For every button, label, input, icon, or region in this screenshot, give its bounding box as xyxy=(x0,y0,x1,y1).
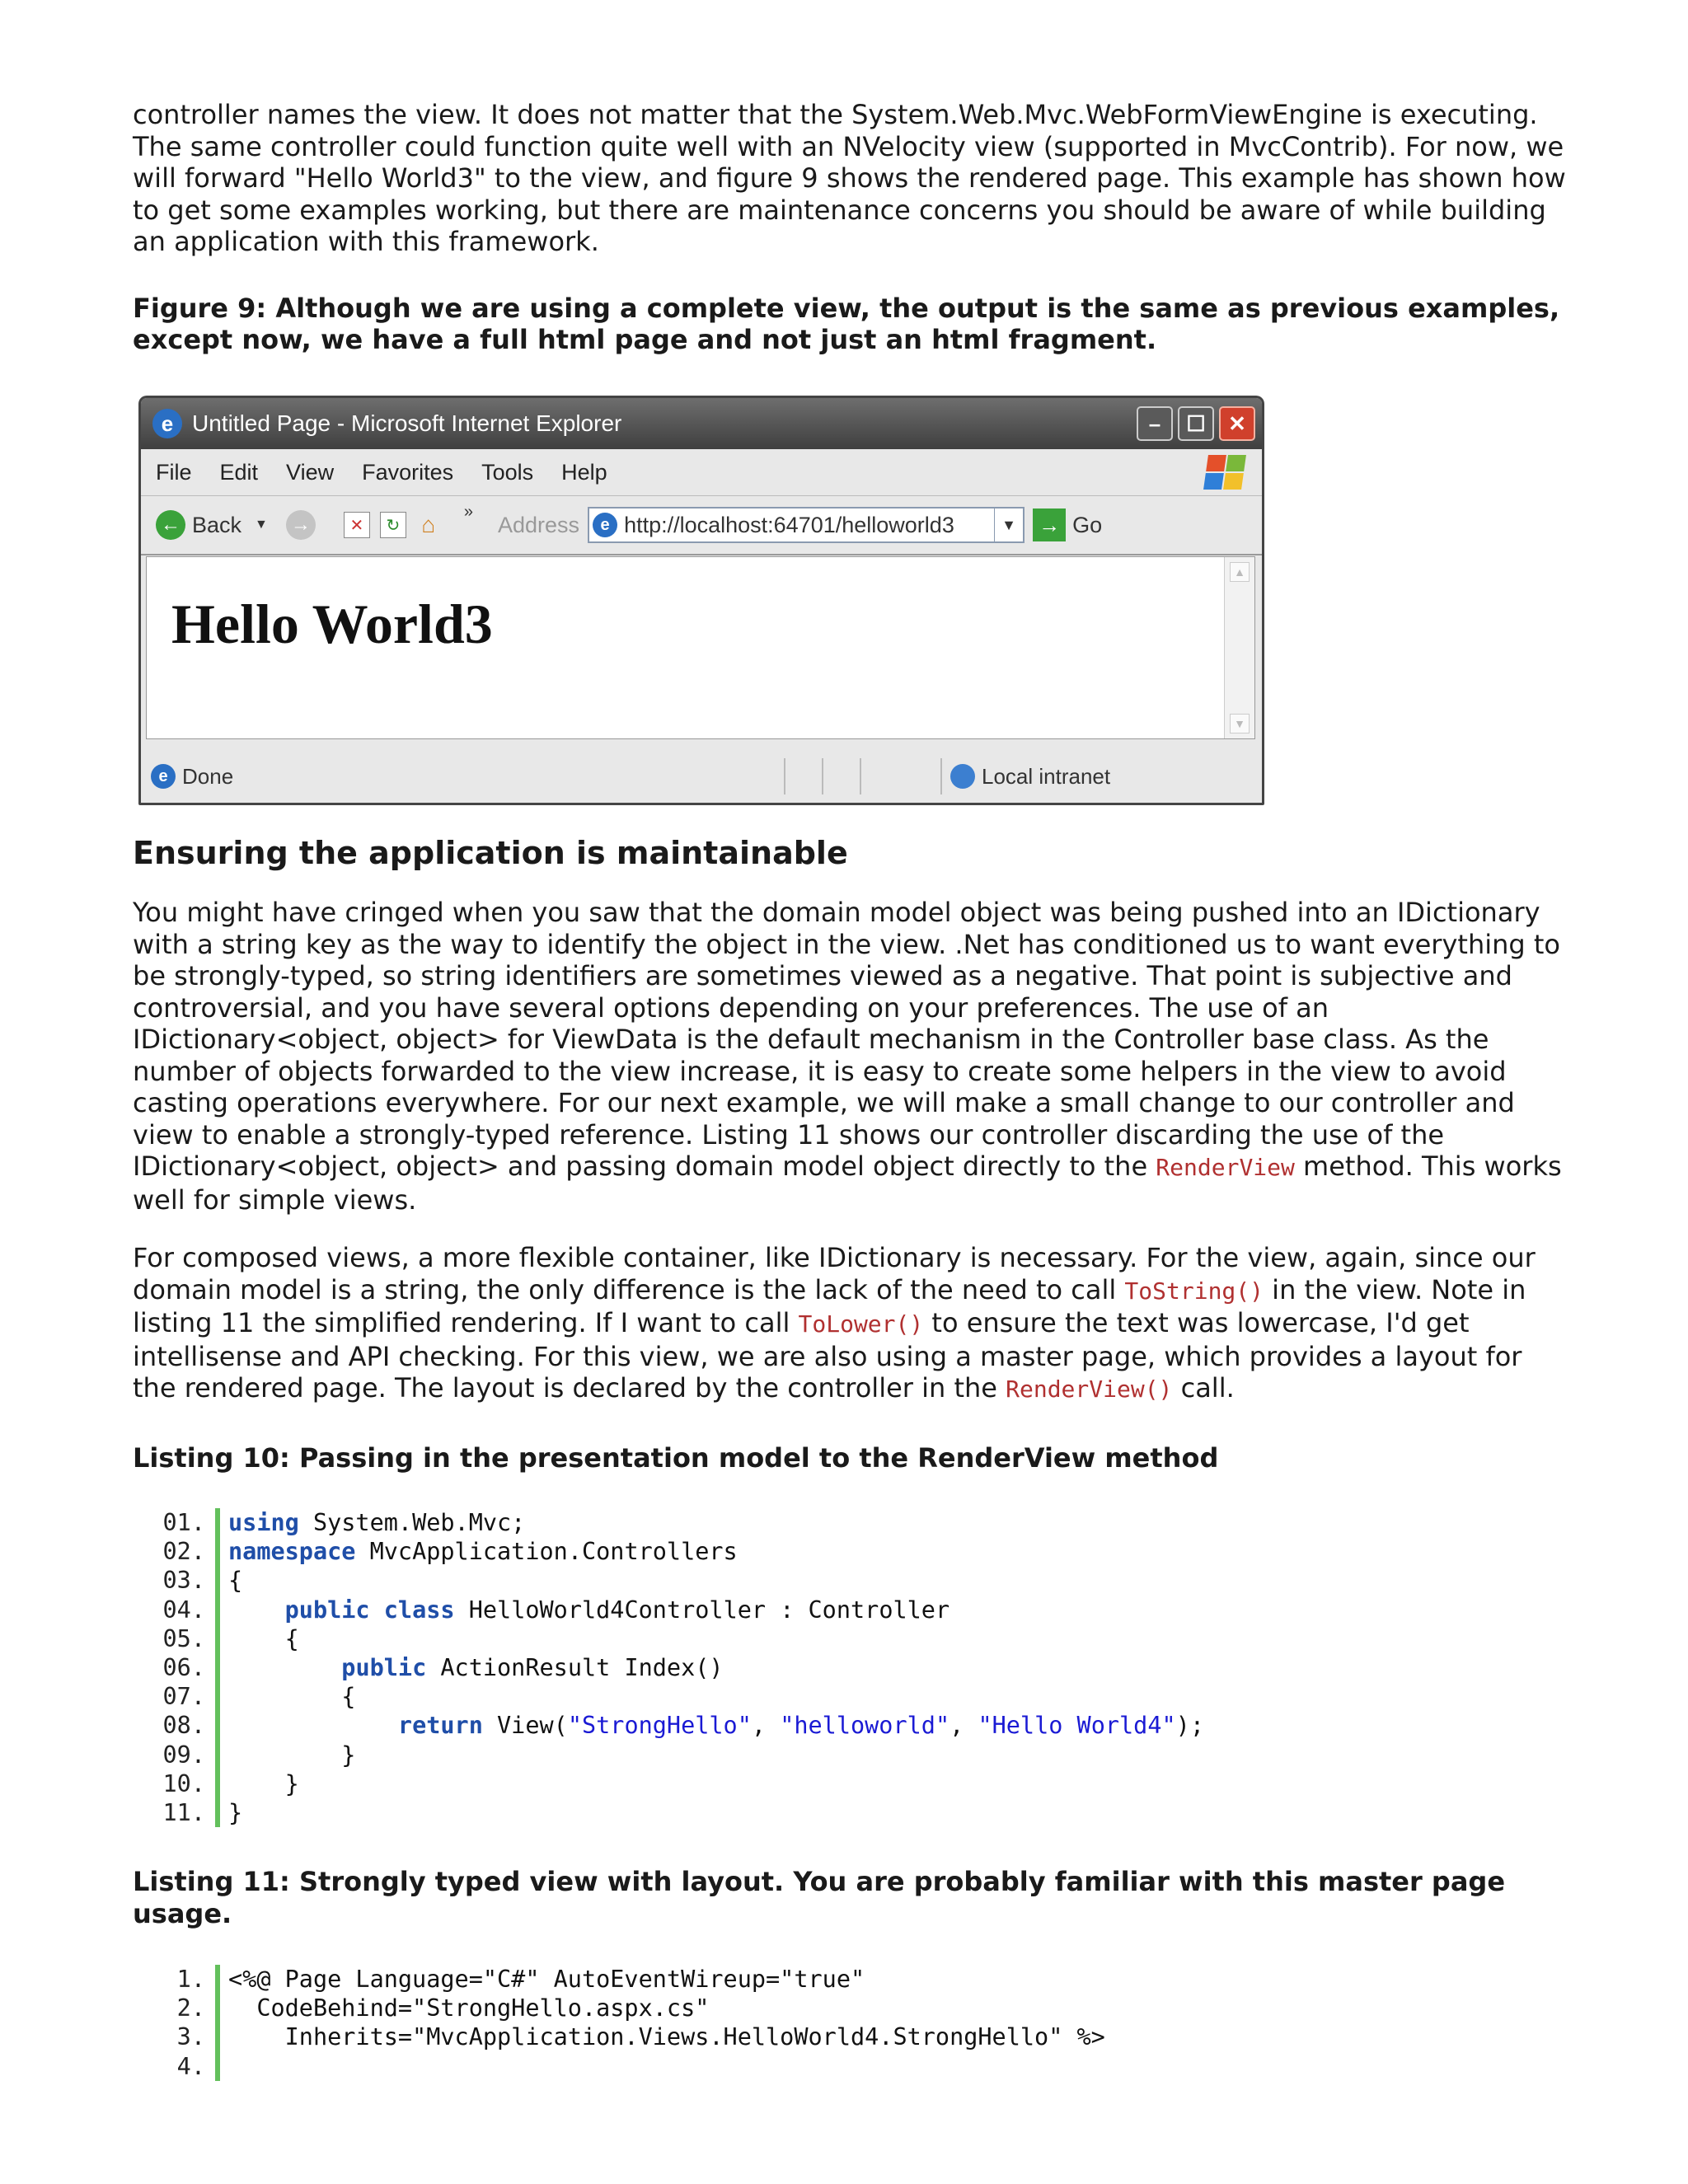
code-line xyxy=(133,1994,1105,2022)
go-button-label[interactable]: Go xyxy=(1072,512,1103,537)
zone-text: Local intranet xyxy=(982,763,1111,789)
line-number: 3. xyxy=(176,2023,205,2051)
code-text xyxy=(228,1682,355,1711)
line-gutter-bar xyxy=(215,1994,220,2022)
browser-content xyxy=(146,556,1255,739)
listing11-caption: Listing 11: Strongly typed view with layout. You are probably familiar with this master page usage. xyxy=(133,1866,1506,1929)
line-gutter-bar xyxy=(215,1741,220,1769)
inline-code-renderview-call: RenderView() xyxy=(1006,1376,1173,1403)
browser-titlebar xyxy=(141,398,1262,449)
line-number: 03. xyxy=(162,1567,205,1595)
refresh-icon[interactable]: ↻ xyxy=(380,512,406,538)
inline-code-tostring: ToString() xyxy=(1124,1277,1264,1305)
intro-paragraph: controller names the view. It does not matter that the System.Web.Mvc.WebFormViewEngine is executing. The same controller could function quite well with an NVelocity view (supported in MvcContrib). For now, we will forward "Hello World3" to the view, and figure 9 shows the rendered page. This example has shown how to get some examples working, but there are maintenance concerns you should be aware of while building an application with this framework. xyxy=(133,99,1566,257)
line-number: 06. xyxy=(162,1653,205,1681)
maximize-icon[interactable]: ☐ xyxy=(1178,406,1214,441)
menu-tools[interactable]: Tools xyxy=(481,459,534,485)
code-token: { xyxy=(228,1567,243,1595)
code-string: "helloworld" xyxy=(780,1712,950,1740)
code-line xyxy=(133,2052,1105,2081)
line-gutter-bar xyxy=(215,1682,220,1711)
code-token: } xyxy=(228,1741,356,1769)
section-heading: Ensuring the application is maintainable xyxy=(133,835,848,871)
line-number: 05. xyxy=(162,1624,205,1652)
page-heading: Hello World3 xyxy=(171,593,493,655)
go-arrow-icon[interactable]: → xyxy=(1033,509,1066,541)
code-text xyxy=(228,1653,724,1682)
code-string: "StrongHello" xyxy=(567,1712,752,1740)
code-line xyxy=(133,1741,1204,1769)
listing10-caption: Listing 10: Passing in the presentation model to the RenderView method xyxy=(133,1441,1219,1474)
page-icon: e xyxy=(593,513,617,537)
line-gutter-bar xyxy=(215,2052,220,2081)
code-token: { xyxy=(228,1683,356,1711)
line-number: 08. xyxy=(162,1712,205,1740)
code-line xyxy=(133,1537,1204,1566)
code-token: } xyxy=(228,1769,299,1797)
minimize-icon[interactable]: – xyxy=(1137,406,1173,441)
code-token xyxy=(228,1654,341,1681)
code-string: "Hello World4" xyxy=(978,1712,1176,1740)
browser-window-figure xyxy=(138,396,1264,805)
code-line xyxy=(133,1508,1204,1537)
code-token: View( xyxy=(482,1712,568,1740)
code-line xyxy=(133,1624,1204,1653)
code-text xyxy=(228,1624,299,1653)
code-text xyxy=(228,2022,1105,2051)
code-token: { xyxy=(228,1624,299,1652)
para1-text-end: method. This works well for simple views. xyxy=(133,1151,1562,1216)
inline-code-renderview: RenderView xyxy=(1156,1154,1295,1181)
line-gutter-bar xyxy=(215,1537,220,1566)
code-line xyxy=(133,1566,1204,1595)
code-keyword: public xyxy=(284,1596,370,1624)
code-token: <%@ Page Language="C#" AutoEventWireup="true" xyxy=(228,1966,865,1993)
menu-edit[interactable]: Edit xyxy=(219,459,259,485)
para2-text-4: call. xyxy=(1172,1372,1235,1404)
browser-menubar xyxy=(141,449,1262,496)
stop-icon[interactable]: ✕ xyxy=(344,512,370,538)
code-keyword: class xyxy=(383,1596,455,1624)
code-text xyxy=(228,1965,865,1994)
code-token: , xyxy=(751,1712,781,1740)
menu-view[interactable]: View xyxy=(286,459,335,485)
listing11-code xyxy=(133,1965,1105,2081)
code-token: HelloWorld4Controller : Controller xyxy=(454,1596,950,1624)
code-line xyxy=(133,1711,1204,1740)
line-number: 2. xyxy=(176,1994,205,2022)
status-page-icon: e xyxy=(151,764,176,789)
inline-code-tolower: ToLower() xyxy=(798,1310,924,1338)
line-gutter-bar xyxy=(215,1624,220,1653)
code-line xyxy=(133,1798,1204,1827)
code-keyword: namespace xyxy=(228,1538,356,1566)
home-icon[interactable]: ⌂ xyxy=(421,512,436,537)
code-token: , xyxy=(950,1712,978,1740)
forward-arrow-icon[interactable]: → xyxy=(286,510,316,540)
close-icon[interactable]: ✕ xyxy=(1219,406,1255,441)
code-line xyxy=(133,2022,1105,2051)
menu-favorites[interactable]: Favorites xyxy=(362,459,454,485)
code-text xyxy=(228,1508,525,1537)
address-dropdown-icon[interactable]: ▼ xyxy=(994,509,1023,541)
code-line xyxy=(133,1596,1204,1624)
code-token: System.Web.Mvc; xyxy=(298,1509,526,1536)
line-number: 09. xyxy=(162,1741,205,1769)
paragraph-2 xyxy=(133,1242,1567,1406)
code-text xyxy=(228,1711,1204,1740)
document-page xyxy=(133,99,1567,356)
line-gutter-bar xyxy=(215,2022,220,2051)
status-divider xyxy=(940,758,942,794)
line-gutter-bar xyxy=(215,1566,220,1595)
code-text xyxy=(228,1798,242,1827)
code-keyword: public xyxy=(341,1653,427,1681)
security-zone xyxy=(950,764,1110,790)
status-divider xyxy=(860,758,861,794)
code-token: MvcApplication.Controllers xyxy=(355,1538,738,1566)
document-body-2 xyxy=(133,834,1567,1474)
para2-text-2: in the view. Note in listing 11 the simplified rendering. If I want to call xyxy=(133,1273,1526,1338)
listing10-code xyxy=(133,1508,1204,1827)
code-text xyxy=(228,1566,242,1595)
code-token: ActionResult Index() xyxy=(426,1653,724,1681)
line-gutter-bar xyxy=(215,1653,220,1682)
code-text xyxy=(228,1994,709,2022)
status-text: Done xyxy=(182,763,234,789)
address-url[interactable]: http://localhost:64701/helloworld3 xyxy=(624,512,954,537)
para1-text: You might have cringed when you saw that the domain model object was being pushed into an IDictionary with a string key as the way to identify the object in the view. .Net has conditioned us to want everything to be strongly-typed, so string identifiers are sometimes viewed as a negative. That point is subjective and controversial, and you have several options depending on your preferences. The use of an IDictionary<object, object> for ViewData is the default mechanism in the Controller base class. As the number of objects forwarded to the view increase, it is easy to create some helpers in the view to avoid casting operations everywhere. For our next example, we will make a small change to our controller and view to enable a strongly-typed reference. Listing 11 shows our controller discarding the use of the IDictionary<object, object> and passing domain model object directly to the xyxy=(133,897,1560,1182)
line-number: 4. xyxy=(176,2052,205,2080)
code-token: Inherits="MvcApplication.Views.HelloWorld4.StrongHello" %> xyxy=(228,2023,1105,2051)
code-token xyxy=(228,1596,285,1624)
line-gutter-bar xyxy=(215,1711,220,1740)
code-keyword: return xyxy=(397,1712,483,1740)
menu-file[interactable]: File xyxy=(156,459,192,485)
intranet-globe-icon xyxy=(950,764,975,789)
code-text xyxy=(228,1769,299,1798)
listing11-caption-block xyxy=(133,1866,1567,1929)
status-divider xyxy=(784,758,785,794)
code-keyword: using xyxy=(228,1509,299,1536)
line-number: 1. xyxy=(176,1966,205,1993)
code-token: CodeBehind="StrongHello.aspx.cs" xyxy=(228,1994,710,2022)
para2-text-3: to ensure the text was lowercase, I'd get intellisense and API checking. For this view, we are also using a master page, which provides a layout for the rendered page. The layout is declared by the controller in the xyxy=(133,1307,1522,1404)
code-token: ); xyxy=(1175,1712,1204,1740)
code-line xyxy=(133,1653,1204,1682)
line-gutter-bar xyxy=(215,1769,220,1798)
vertical-scrollbar[interactable] xyxy=(1224,557,1254,738)
scroll-up-icon[interactable]: ▲ xyxy=(1230,562,1250,582)
back-button-label[interactable]: Back xyxy=(192,512,242,537)
line-number: 07. xyxy=(162,1683,205,1711)
code-text xyxy=(228,1596,950,1624)
line-number: 10. xyxy=(162,1769,205,1797)
toolbar-overflow-icon[interactable]: » xyxy=(463,503,473,521)
scroll-down-icon[interactable]: ▼ xyxy=(1230,714,1250,733)
line-gutter-bar xyxy=(215,1596,220,1624)
code-text xyxy=(228,1537,738,1566)
figure9-caption: Figure 9: Although we are using a complete view, the output is the same as previous examples, except now, we have a full html page and not just an html fragment. xyxy=(133,292,1560,355)
address-label: Address xyxy=(498,512,580,537)
para2-text-1: For composed views, a more flexible container, like IDictionary is necessary. For the view, again, since our domain model is a string, the only difference is the lack of the need to call xyxy=(133,1242,1536,1305)
code-line xyxy=(133,1769,1204,1798)
browser-statusbar xyxy=(141,750,1262,803)
code-token xyxy=(370,1596,384,1624)
line-number: 01. xyxy=(162,1509,205,1536)
line-number: 04. xyxy=(162,1596,205,1624)
line-number: 11. xyxy=(162,1798,205,1826)
address-bar[interactable] xyxy=(588,507,1025,543)
browser-toolbar xyxy=(141,496,1262,555)
paragraph-1 xyxy=(133,897,1567,1216)
windows-logo-icon xyxy=(1203,455,1246,490)
line-gutter-bar xyxy=(215,1508,220,1537)
line-gutter-bar xyxy=(215,1798,220,1827)
back-arrow-icon[interactable]: ← xyxy=(156,510,185,540)
menu-help[interactable]: Help xyxy=(561,459,607,485)
ie-logo-icon: e xyxy=(152,409,182,438)
code-token: } xyxy=(228,1798,243,1826)
line-number: 02. xyxy=(162,1538,205,1566)
code-text xyxy=(228,1741,355,1769)
code-line xyxy=(133,1682,1204,1711)
code-line xyxy=(133,1965,1105,1994)
browser-title: Untitled Page - Microsoft Internet Explorer xyxy=(192,410,622,436)
code-token xyxy=(228,1712,398,1739)
line-gutter-bar xyxy=(215,1965,220,1994)
back-dropdown-icon[interactable]: ▼ xyxy=(255,518,268,532)
status-divider xyxy=(822,758,823,794)
